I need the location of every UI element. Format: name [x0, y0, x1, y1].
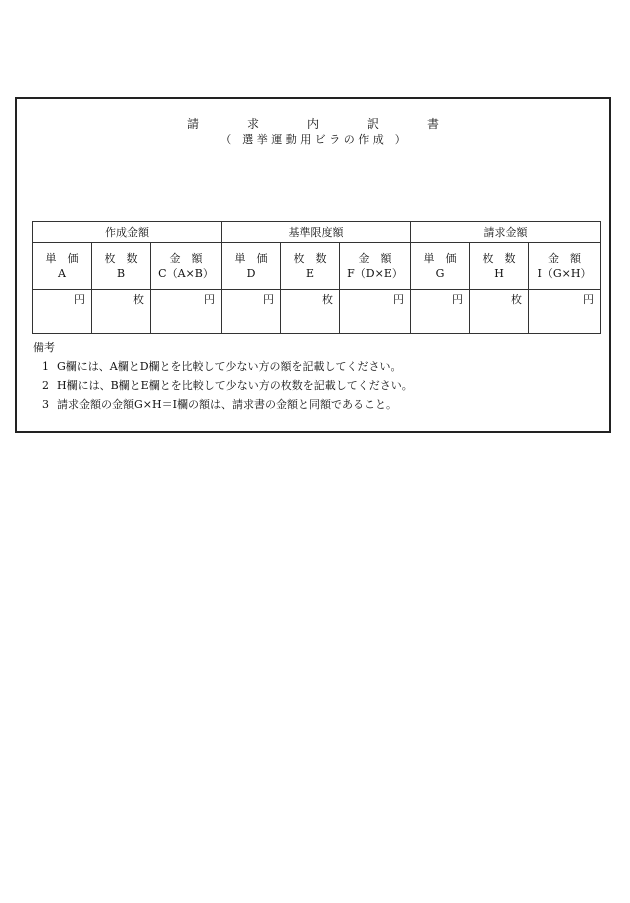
note-text: 請求金額の金額G×H＝I欄の額は、請求書の金額と同額であること。 — [57, 398, 397, 411]
column-header-code: B — [116, 267, 126, 280]
column-header-i — [529, 243, 601, 290]
group-header-limit: 基準限度額 — [222, 222, 411, 243]
column-header-f — [340, 243, 411, 290]
column-header-h — [470, 243, 529, 290]
column-header-code: C（A×B） — [158, 267, 214, 280]
entry-cell-b[interactable]: 枚 — [92, 290, 151, 334]
column-header-label: 枚 数 — [104, 252, 138, 265]
column-header-label: 金 額 — [169, 252, 203, 265]
note-number: 1 — [42, 360, 49, 373]
column-header-e — [281, 243, 340, 290]
notes-title: 備考 — [33, 341, 55, 354]
column-header-label: 金 額 — [358, 252, 392, 265]
unit-entry-row — [33, 290, 601, 334]
column-header-label: 単 価 — [45, 252, 79, 265]
note-item — [33, 395, 413, 414]
document-frame — [15, 97, 611, 433]
column-header-label: 単 価 — [234, 252, 268, 265]
document-subtitle: （ 選 挙 運 動 用 ビ ラ の 作 成 ） — [220, 133, 406, 146]
column-header-label: 枚 数 — [293, 252, 327, 265]
entry-cell-h[interactable]: 枚 — [470, 290, 529, 334]
column-header-code: A — [58, 267, 66, 280]
note-text: G欄には、A欄とD欄とを比較して少ない方の額を記載してください。 — [57, 360, 402, 373]
column-header-code: G — [435, 267, 445, 280]
column-header-code: H — [494, 267, 504, 280]
notes-section — [33, 338, 413, 414]
column-header-c — [151, 243, 222, 290]
entry-cell-f[interactable]: 円 — [340, 290, 411, 334]
entry-cell-a[interactable]: 円 — [33, 290, 92, 334]
column-header-g — [411, 243, 470, 290]
column-header-b — [92, 243, 151, 290]
column-header-a — [33, 243, 92, 290]
column-header-d — [222, 243, 281, 290]
column-header-row — [33, 243, 601, 290]
document-title: 請 求 内 訳 書 — [186, 117, 439, 131]
breakdown-table — [32, 221, 601, 334]
column-header-label: 金 額 — [548, 252, 582, 265]
column-header-label: 枚 数 — [482, 252, 516, 265]
entry-cell-g[interactable]: 円 — [411, 290, 470, 334]
column-header-label: 単 価 — [423, 252, 457, 265]
note-text: H欄には、B欄とE欄とを比較して少ない方の枚数を記載してください。 — [57, 379, 413, 392]
column-header-code: D — [246, 267, 256, 280]
column-header-code: I（G×H） — [537, 267, 592, 280]
note-item — [33, 376, 413, 395]
entry-cell-d[interactable]: 円 — [222, 290, 281, 334]
note-number: 3 — [42, 398, 49, 411]
group-header-claim: 請求金額 — [411, 222, 601, 243]
entry-cell-e[interactable]: 枚 — [281, 290, 340, 334]
group-header-production: 作成金額 — [33, 222, 222, 243]
note-item — [33, 357, 413, 376]
column-header-code: F（D×E） — [347, 267, 403, 280]
column-header-code: E — [305, 267, 315, 280]
note-number: 2 — [42, 379, 49, 392]
entry-cell-c[interactable]: 円 — [151, 290, 222, 334]
entry-cell-i[interactable]: 円 — [529, 290, 601, 334]
group-header-row — [33, 222, 601, 243]
